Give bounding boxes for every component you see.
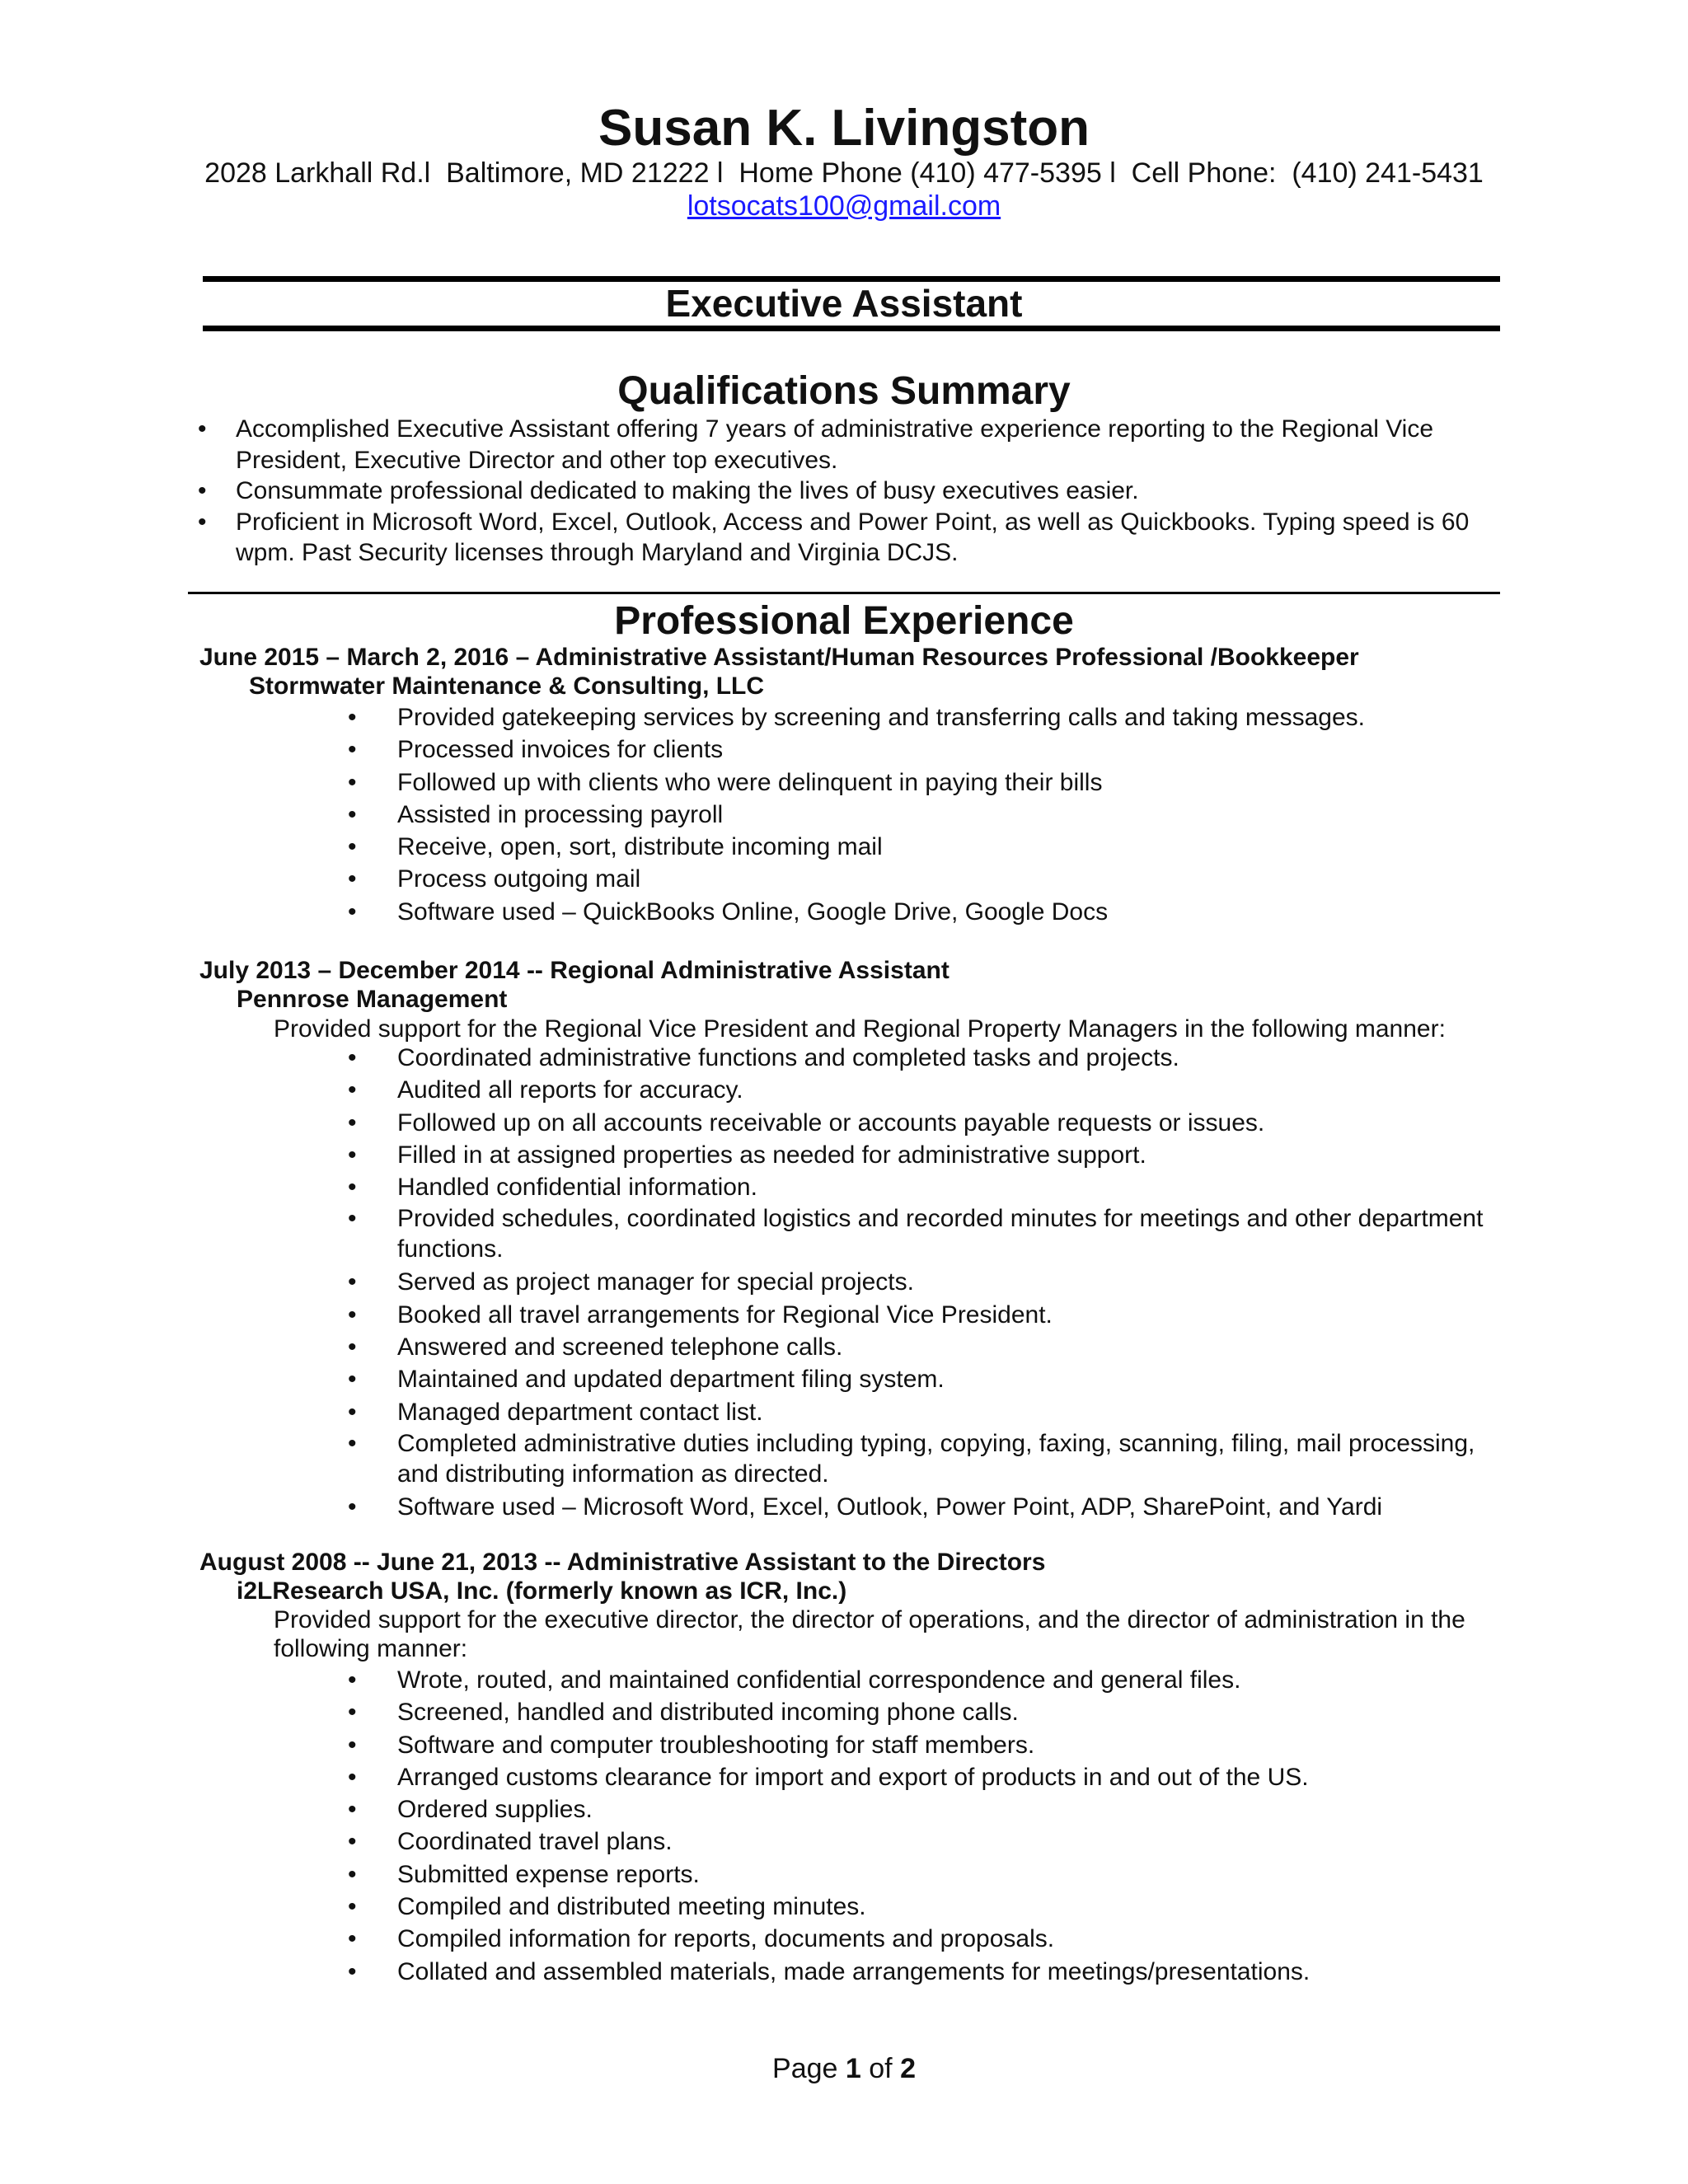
list-item: • Arranged customs clearance for import and export of products in and out of the US. xyxy=(335,1761,1497,1793)
duties-list xyxy=(335,1042,1497,1523)
list-item: • Coordinated travel plans. xyxy=(335,1825,1497,1858)
list-item: • Consummate professional dedicated to making the lives of busy executives easier. xyxy=(198,476,1508,507)
list-item: • Filled in at assigned properties as needed for administrative support. xyxy=(335,1139,1497,1171)
email-line xyxy=(0,190,1688,223)
list-item: • Followed up with clients who were delinquent in paying their bills xyxy=(335,766,1497,799)
title-rule-bottom xyxy=(203,326,1500,331)
list-item: • Compiled and distributed meeting minutes. xyxy=(335,1891,1497,1923)
email-link[interactable]: lotsocats100@gmail.com xyxy=(687,190,1001,222)
list-item: • Accomplished Executive Assistant offering 7 years of administrative experience reporting to the Regional Vice President, Executive Director and other top executives. xyxy=(198,414,1508,476)
list-item: • Provided gatekeeping services by screening and transferring calls and taking messages. xyxy=(335,701,1497,733)
job-title: Executive Assistant xyxy=(665,282,1023,325)
company-name: i2LResearch USA, Inc. (formerly known as ICR, Inc.) xyxy=(237,1577,847,1605)
list-item: • Assisted in processing payroll xyxy=(335,799,1497,831)
page-total: 2 xyxy=(900,2053,916,2084)
candidate-name: Susan K. Livingston xyxy=(598,100,1090,157)
list-item: • Ordered supplies. xyxy=(335,1793,1497,1825)
duties-list xyxy=(335,1664,1497,1988)
list-item: • Software and computer troubleshooting for staff members. xyxy=(335,1729,1497,1761)
section-divider xyxy=(188,592,1500,594)
list-item: • Booked all travel arrangements for Regional Vice President. xyxy=(335,1299,1497,1331)
list-item: • Collated and assembled materials, made arrangements for meetings/presentations. xyxy=(335,1956,1497,1988)
qualifications-heading: Qualifications Summary xyxy=(617,369,1071,413)
page-label: Page xyxy=(772,2053,838,2084)
list-item: • Screened, handled and distributed incoming phone calls. xyxy=(335,1696,1497,1728)
contact-line: 2028 Larkhall Rd.l Baltimore, MD 21222 l Home Phone (410) 477-5395 l Cell Phone: (410) 241-5431 xyxy=(204,157,1484,189)
list-item: • Provided schedules, coordinated logistics and recorded minutes for meetings and other department functions. xyxy=(335,1203,1497,1264)
job-intro: Provided support for the executive director, the director of operations, and the director of administration in the following manner: xyxy=(274,1606,1465,1662)
list-item: • Compiled information for reports, documents and proposals. xyxy=(335,1923,1497,1955)
list-item: • Software used – QuickBooks Online, Google Drive, Google Docs xyxy=(335,896,1497,928)
list-item: • Process outgoing mail xyxy=(335,863,1497,895)
job-header: July 2013 – December 2014 -- Regional Administrative Assistant xyxy=(199,957,950,984)
list-item: • Proficient in Microsoft Word, Excel, Outlook, Access and Power Point, as well as Quickbooks. Typing speed is 60 wpm. Past Security licenses through Maryland and Virginia DCJS. xyxy=(198,507,1508,569)
company-name: Pennrose Management xyxy=(237,986,508,1013)
job-intro: Provided support for the Regional Vice President and Regional Property Managers in the following manner: xyxy=(274,1015,1446,1043)
list-item: • Maintained and updated department filing system. xyxy=(335,1363,1497,1395)
list-item: • Submitted expense reports. xyxy=(335,1858,1497,1891)
list-item: • Software used – Microsoft Word, Excel, Outlook, Power Point, ADP, SharePoint, and Yardi xyxy=(335,1491,1497,1523)
list-item: • Receive, open, sort, distribute incoming mail xyxy=(335,831,1497,863)
company-name: Stormwater Maintenance & Consulting, LLC xyxy=(249,673,765,700)
list-item: • Followed up on all accounts receivable or accounts payable requests or issues. xyxy=(335,1107,1497,1139)
list-item: • Served as project manager for special projects. xyxy=(335,1266,1497,1298)
job-header: June 2015 – March 2, 2016 – Administrative Assistant/Human Resources Professional /Bookkeeper xyxy=(199,644,1359,671)
duties-list xyxy=(335,701,1497,928)
page-of: of xyxy=(869,2053,893,2084)
page-current: 1 xyxy=(845,2053,861,2084)
list-item: • Handled confidential information. xyxy=(335,1171,1497,1203)
list-item: • Managed department contact list. xyxy=(335,1396,1497,1428)
job-header: August 2008 -- June 21, 2013 -- Administrative Assistant to the Directors xyxy=(199,1549,1046,1576)
list-item: • Audited all reports for accuracy. xyxy=(335,1074,1497,1106)
experience-heading: Professional Experience xyxy=(614,599,1074,643)
list-item: • Answered and screened telephone calls. xyxy=(335,1331,1497,1363)
qualifications-list xyxy=(198,414,1508,569)
list-item: • Coordinated administrative functions and completed tasks and projects. xyxy=(335,1042,1497,1074)
list-item: • Processed invoices for clients xyxy=(335,733,1497,766)
list-item: • Wrote, routed, and maintained confidential correspondence and general files. xyxy=(335,1664,1497,1696)
page-footer xyxy=(0,2052,1688,2085)
list-item: • Completed administrative duties including typing, copying, faxing, scanning, filing, mail processing, and distributing information as directed. xyxy=(335,1428,1497,1489)
